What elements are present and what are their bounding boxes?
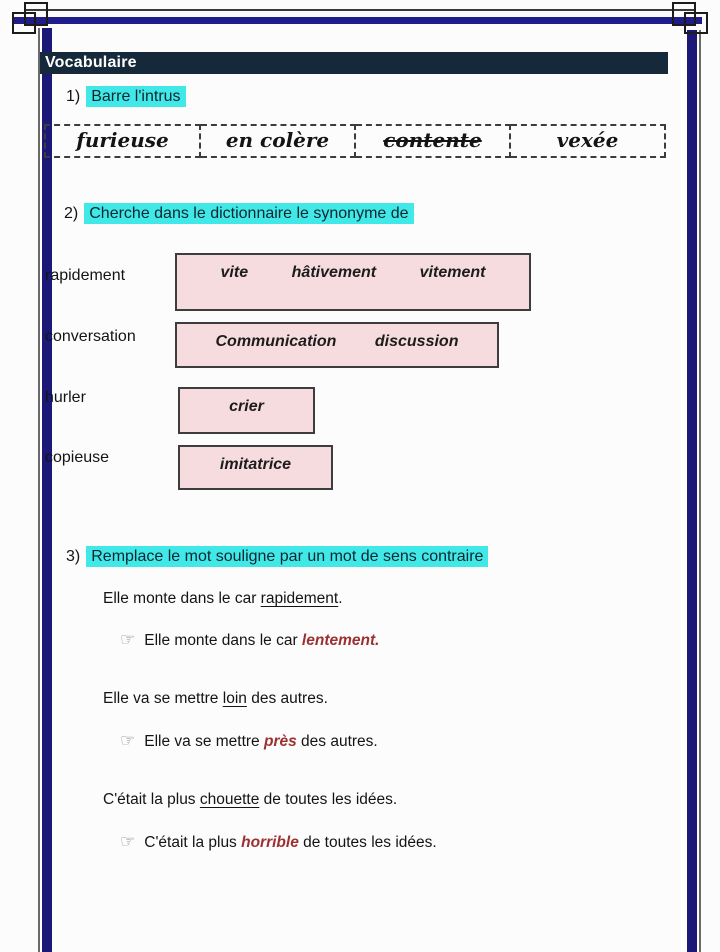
frame-top-bar: [14, 17, 702, 24]
word-label-copieuse: copieuse: [45, 449, 110, 466]
question-3-heading: [66, 548, 488, 566]
table-cell-furieuse: furieuse: [45, 125, 200, 157]
question-2-number: 2): [64, 205, 79, 222]
synonym: vite: [220, 264, 249, 281]
underlined-word: loin: [222, 690, 247, 707]
table-cell-contente-struck: contente: [355, 125, 510, 157]
table-cell-vexee: vexée: [510, 125, 665, 157]
sentence-original-1: Elle monte dans le car rapidement.: [103, 590, 343, 607]
frame-top-hairline: [24, 9, 696, 11]
frame-corner-ornament-right: [668, 2, 708, 36]
question-3-title-highlight: Remplace le mot souligne par un mot de sens contraire: [86, 546, 488, 567]
answer-word: près: [264, 733, 297, 750]
underlined-word: rapidement: [260, 590, 339, 607]
synonym: hâtivement: [291, 264, 377, 281]
sentence-answer-3: ☞ C'était la plus horrible de toutes les idées.: [120, 832, 437, 851]
frame-left-bar: [42, 28, 52, 952]
synonym: imitatrice: [219, 456, 292, 473]
sentence-answer-1: ☞ Elle monte dans le car lentement.: [120, 630, 380, 649]
underlined-word: chouette: [199, 791, 260, 808]
corner-square-icon: [12, 12, 36, 34]
synonym-box-hurler: [178, 387, 315, 434]
synonym-box-rapidement: [175, 253, 531, 311]
table-cell-en-colere: en colère: [200, 125, 355, 157]
pointing-hand-icon: ☞: [120, 630, 136, 649]
pointing-hand-icon: ☞: [120, 832, 136, 851]
synonym-box-conversation: [175, 322, 499, 368]
frame-left-hairline: [38, 28, 40, 952]
answer-word: horrible: [241, 834, 299, 851]
section-title-bar: Vocabulaire: [40, 52, 668, 74]
sentence-answer-2: ☞ Elle va se mettre près des autres.: [120, 731, 378, 750]
synonym: crier: [229, 398, 264, 415]
question-3-number: 3): [66, 548, 81, 565]
corner-square-icon: [684, 12, 708, 34]
frame-right-bar: [687, 30, 697, 952]
intruder-word-table: [44, 124, 666, 158]
synonym: Communication: [215, 333, 337, 350]
synonym: vitement: [419, 264, 486, 281]
word-label-rapidement: rapidement: [45, 267, 126, 284]
frame-right-hairline: [699, 30, 701, 952]
word-label-hurler: hurler: [45, 389, 86, 406]
question-1-heading: [66, 88, 186, 106]
synonym-box-copieuse: [178, 445, 333, 490]
question-2-title-highlight: Cherche dans le dictionnaire le synonyme de: [84, 203, 413, 224]
synonym: discussion: [374, 333, 459, 350]
question-2-heading: [64, 205, 414, 223]
question-1-number: 1): [66, 88, 81, 105]
question-1-title-highlight: Barre l'intrus: [86, 86, 185, 107]
word-label-conversation: conversation: [45, 328, 136, 345]
table-row: [45, 125, 665, 157]
pointing-hand-icon: ☞: [120, 731, 136, 750]
answer-word: lentement.: [301, 632, 380, 649]
sentence-original-2: Elle va se mettre loin des autres.: [103, 690, 328, 707]
sentence-original-3: C'était la plus chouette de toutes les idées.: [103, 791, 398, 808]
frame-corner-ornament-left: [8, 2, 48, 36]
